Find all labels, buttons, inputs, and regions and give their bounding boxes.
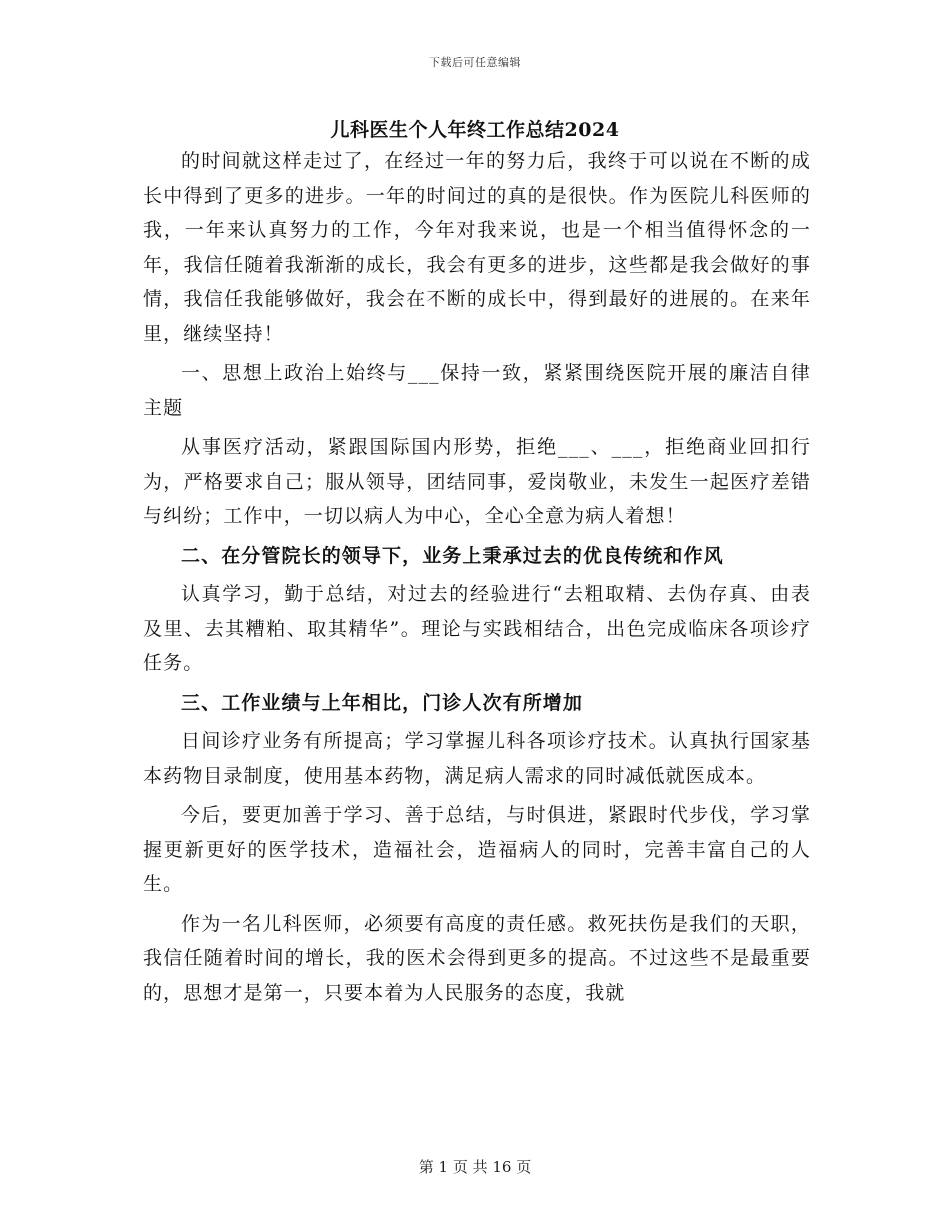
header-note: 下载后可任意编辑 (429, 56, 521, 69)
paragraph-responsibility: 作为一名儿科医师，必须要有高度的责任感。救死扶伤是我们的天职，我信任随着时间的增长，我的医术会得到更多的提高。不过这些不是最重要的，思想才是第一，只要本着为人民服务的态度，我就 (143, 912, 811, 1004)
paragraph-section-two: 认真学习，勤于总结，对过去的经验进行“去粗取精、去伪存真、由表及里、去其糟粕、取其精华”。理论与实践相结合，出色完成临床各项诊疗任务。 (143, 583, 811, 674)
paragraph-intro: 的时间就这样走过了，在经过一年的努力后，我终于可以说在不断的成长中得到了更多的进步。一年的时间过的真的是很快。作为医院儿科医师的我，一年来认真努力的工作，今年对我来说，也是一个相当值得怀念的一年，我信任随着我渐渐的成长，我会有更多的进步，这些都是我会做好的事情，我信任我能够做好，我会在不断的成长中，得到最好的进展的。在来年里，继续坚持！ (143, 150, 811, 345)
section-heading-three: 三、工作业绩与上年相比，门诊人次有所增加 (181, 691, 584, 714)
paragraph-future: 今后，要更加善于学习、善于总结，与时俱进，紧跟时代步伐，学习掌握更新更好的医学技术，造福社会，造福病人的同时，完善丰富自己的人生。 (143, 804, 811, 895)
page-number: 第 1 页 共 16 页 (418, 1158, 532, 1176)
paragraph-item-one: 一、思想上政治上始终与___保持一致，紧紧围绕医院开展的廉洁自律主题 (143, 362, 811, 419)
paragraph-section-three: 日间诊疗业务有所提高；学习掌握儿科各项诊疗技术。认真执行国家基本药物目录制度，使用基本药物，满足病人需求的同时减低就医成本。 (143, 730, 811, 787)
paragraph-item-one-detail: 从事医疗活动，紧跟国际国内形势，拒绝___、___，拒绝商业回扣行为，严格要求自己；服从领导，团结同事，爱岗敬业，未发生一起医疗差错与纠纷；工作中，一切以病人为中心，全心全意为病人着想！ (143, 436, 811, 527)
section-heading-two: 二、在分管院长的领导下，业务上秉承过去的优良传统和作风 (181, 544, 724, 567)
document-body (143, 144, 811, 1015)
document-title: 儿科医生个人年终工作总结2024 (330, 119, 620, 141)
